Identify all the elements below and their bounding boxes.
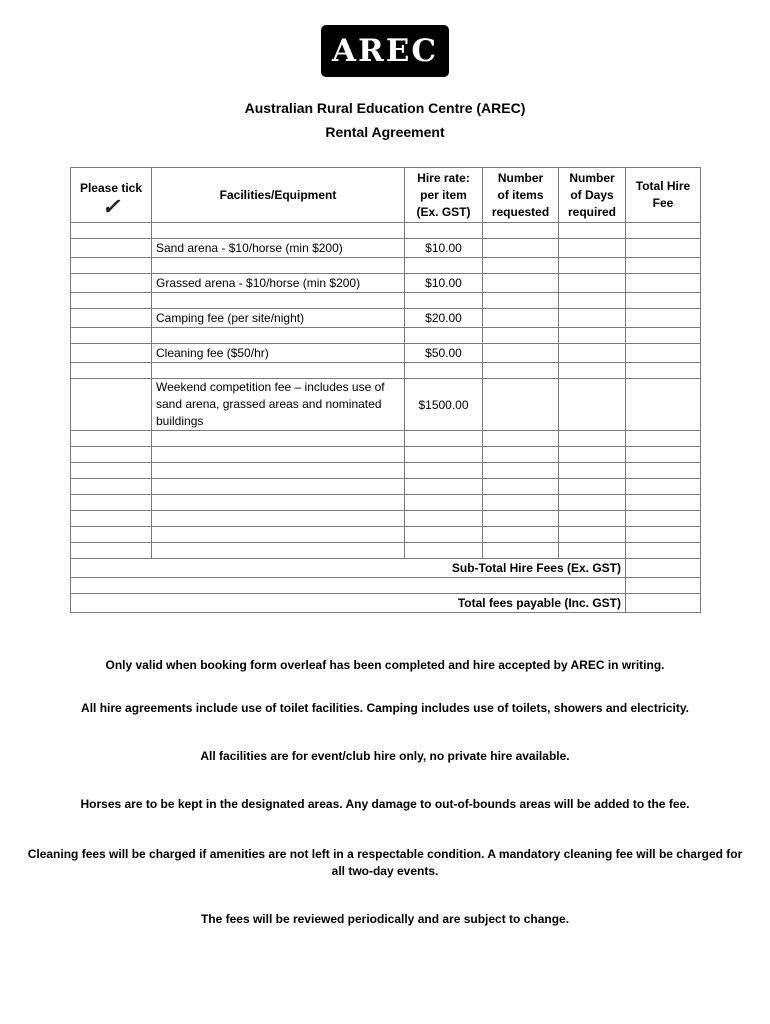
- total-cell[interactable]: [626, 379, 701, 431]
- items-cell[interactable]: [483, 239, 559, 258]
- header-facility: Facilities/Equipment: [152, 168, 405, 223]
- rate-cell: $50.00: [405, 344, 483, 363]
- header-number-days: Number of Days required: [559, 168, 626, 223]
- blank-row: [71, 495, 701, 511]
- spacer-row: [71, 293, 701, 309]
- table-row: [71, 309, 701, 328]
- days-cell[interactable]: [559, 274, 626, 293]
- rate-cell: $10.00: [405, 239, 483, 258]
- note-booking-valid: Only valid when booking form overleaf has been completed and hire accepted by AREC in writing.: [105, 658, 665, 672]
- blank-row: [71, 511, 701, 527]
- items-cell[interactable]: [483, 344, 559, 363]
- spacer-row: [71, 328, 701, 344]
- rental-fees-table: [70, 167, 701, 613]
- logo-text: AREC: [331, 33, 439, 69]
- rate-cell: $10.00: [405, 274, 483, 293]
- items-cell[interactable]: [483, 274, 559, 293]
- rate-cell: $1500.00: [405, 379, 483, 431]
- tick-cell[interactable]: [71, 379, 152, 431]
- spacer-row: [71, 578, 701, 594]
- total-label: Total fees payable (Inc. GST): [71, 594, 626, 613]
- facility-cell: Sand arena - $10/horse (min $200): [152, 239, 405, 258]
- blank-row: [71, 431, 701, 447]
- header-total-fee: Total Hire Fee: [626, 168, 701, 223]
- items-cell[interactable]: [483, 309, 559, 328]
- blank-row: [71, 543, 701, 559]
- total-cell[interactable]: [626, 274, 701, 293]
- note-event-hire-only: All facilities are for event/club hire only, no private hire available.: [200, 749, 570, 763]
- blank-row: [71, 447, 701, 463]
- table-row: [71, 274, 701, 293]
- facility-cell: Weekend competition fee – includes use of sand arena, grassed areas and nominated buildings: [152, 379, 405, 431]
- table-row: [71, 239, 701, 258]
- subtotal-label: Sub-Total Hire Fees (Ex. GST): [71, 559, 626, 578]
- blank-row: [71, 479, 701, 495]
- note-cleaning-fees: Cleaning fees will be charged if amenities are not left in a respectable condition. A mandatory cleaning fee will be charged for all two-day events.: [27, 847, 743, 878]
- header-hire-rate: Hire rate: per item (Ex. GST): [405, 168, 483, 223]
- items-cell[interactable]: [483, 379, 559, 431]
- blank-row: [71, 463, 701, 479]
- document-title: Australian Rural Education Centre (AREC): [244, 100, 526, 116]
- checkmark-icon: ✓: [101, 194, 121, 219]
- days-cell[interactable]: [559, 344, 626, 363]
- total-payable-cell[interactable]: [626, 594, 701, 613]
- header-tick-label: Please tick: [79, 181, 143, 195]
- total-row: [71, 594, 701, 613]
- subtotal-cell[interactable]: [626, 559, 701, 578]
- document-subtitle: Rental Agreement: [325, 124, 445, 140]
- spacer-row: [71, 258, 701, 274]
- header-number-items: Number of items requested: [483, 168, 559, 223]
- note-fees-review: The fees will be reviewed periodically and are subject to change.: [200, 912, 570, 926]
- header-please-tick: [71, 168, 152, 223]
- facility-cell: Grassed arena - $10/horse (min $200): [152, 274, 405, 293]
- facility-cell: Cleaning fee ($50/hr): [152, 344, 405, 363]
- tick-cell[interactable]: [71, 274, 152, 293]
- days-cell[interactable]: [559, 239, 626, 258]
- table-header-row: [71, 168, 701, 223]
- total-cell[interactable]: [626, 239, 701, 258]
- total-cell[interactable]: [626, 344, 701, 363]
- table-row: [71, 344, 701, 363]
- days-cell[interactable]: [559, 379, 626, 431]
- days-cell[interactable]: [559, 309, 626, 328]
- tick-cell[interactable]: [71, 239, 152, 258]
- tick-cell[interactable]: [71, 309, 152, 328]
- total-cell[interactable]: [626, 309, 701, 328]
- facility-cell: Camping fee (per site/night): [152, 309, 405, 328]
- rate-cell: $20.00: [405, 309, 483, 328]
- spacer-row: [71, 363, 701, 379]
- note-horses-areas: Horses are to be kept in the designated areas. Any damage to out-of-bounds areas will be added to the fee.: [80, 797, 690, 811]
- table-row: [71, 379, 701, 431]
- note-toilet-facilities: All hire agreements include use of toilet facilities. Camping includes use of toilets, showers and electricity.: [81, 701, 689, 715]
- tick-cell[interactable]: [71, 344, 152, 363]
- arec-logo: [321, 25, 449, 77]
- subtotal-row: [71, 559, 701, 578]
- blank-row: [71, 527, 701, 543]
- spacer-row: [71, 223, 701, 239]
